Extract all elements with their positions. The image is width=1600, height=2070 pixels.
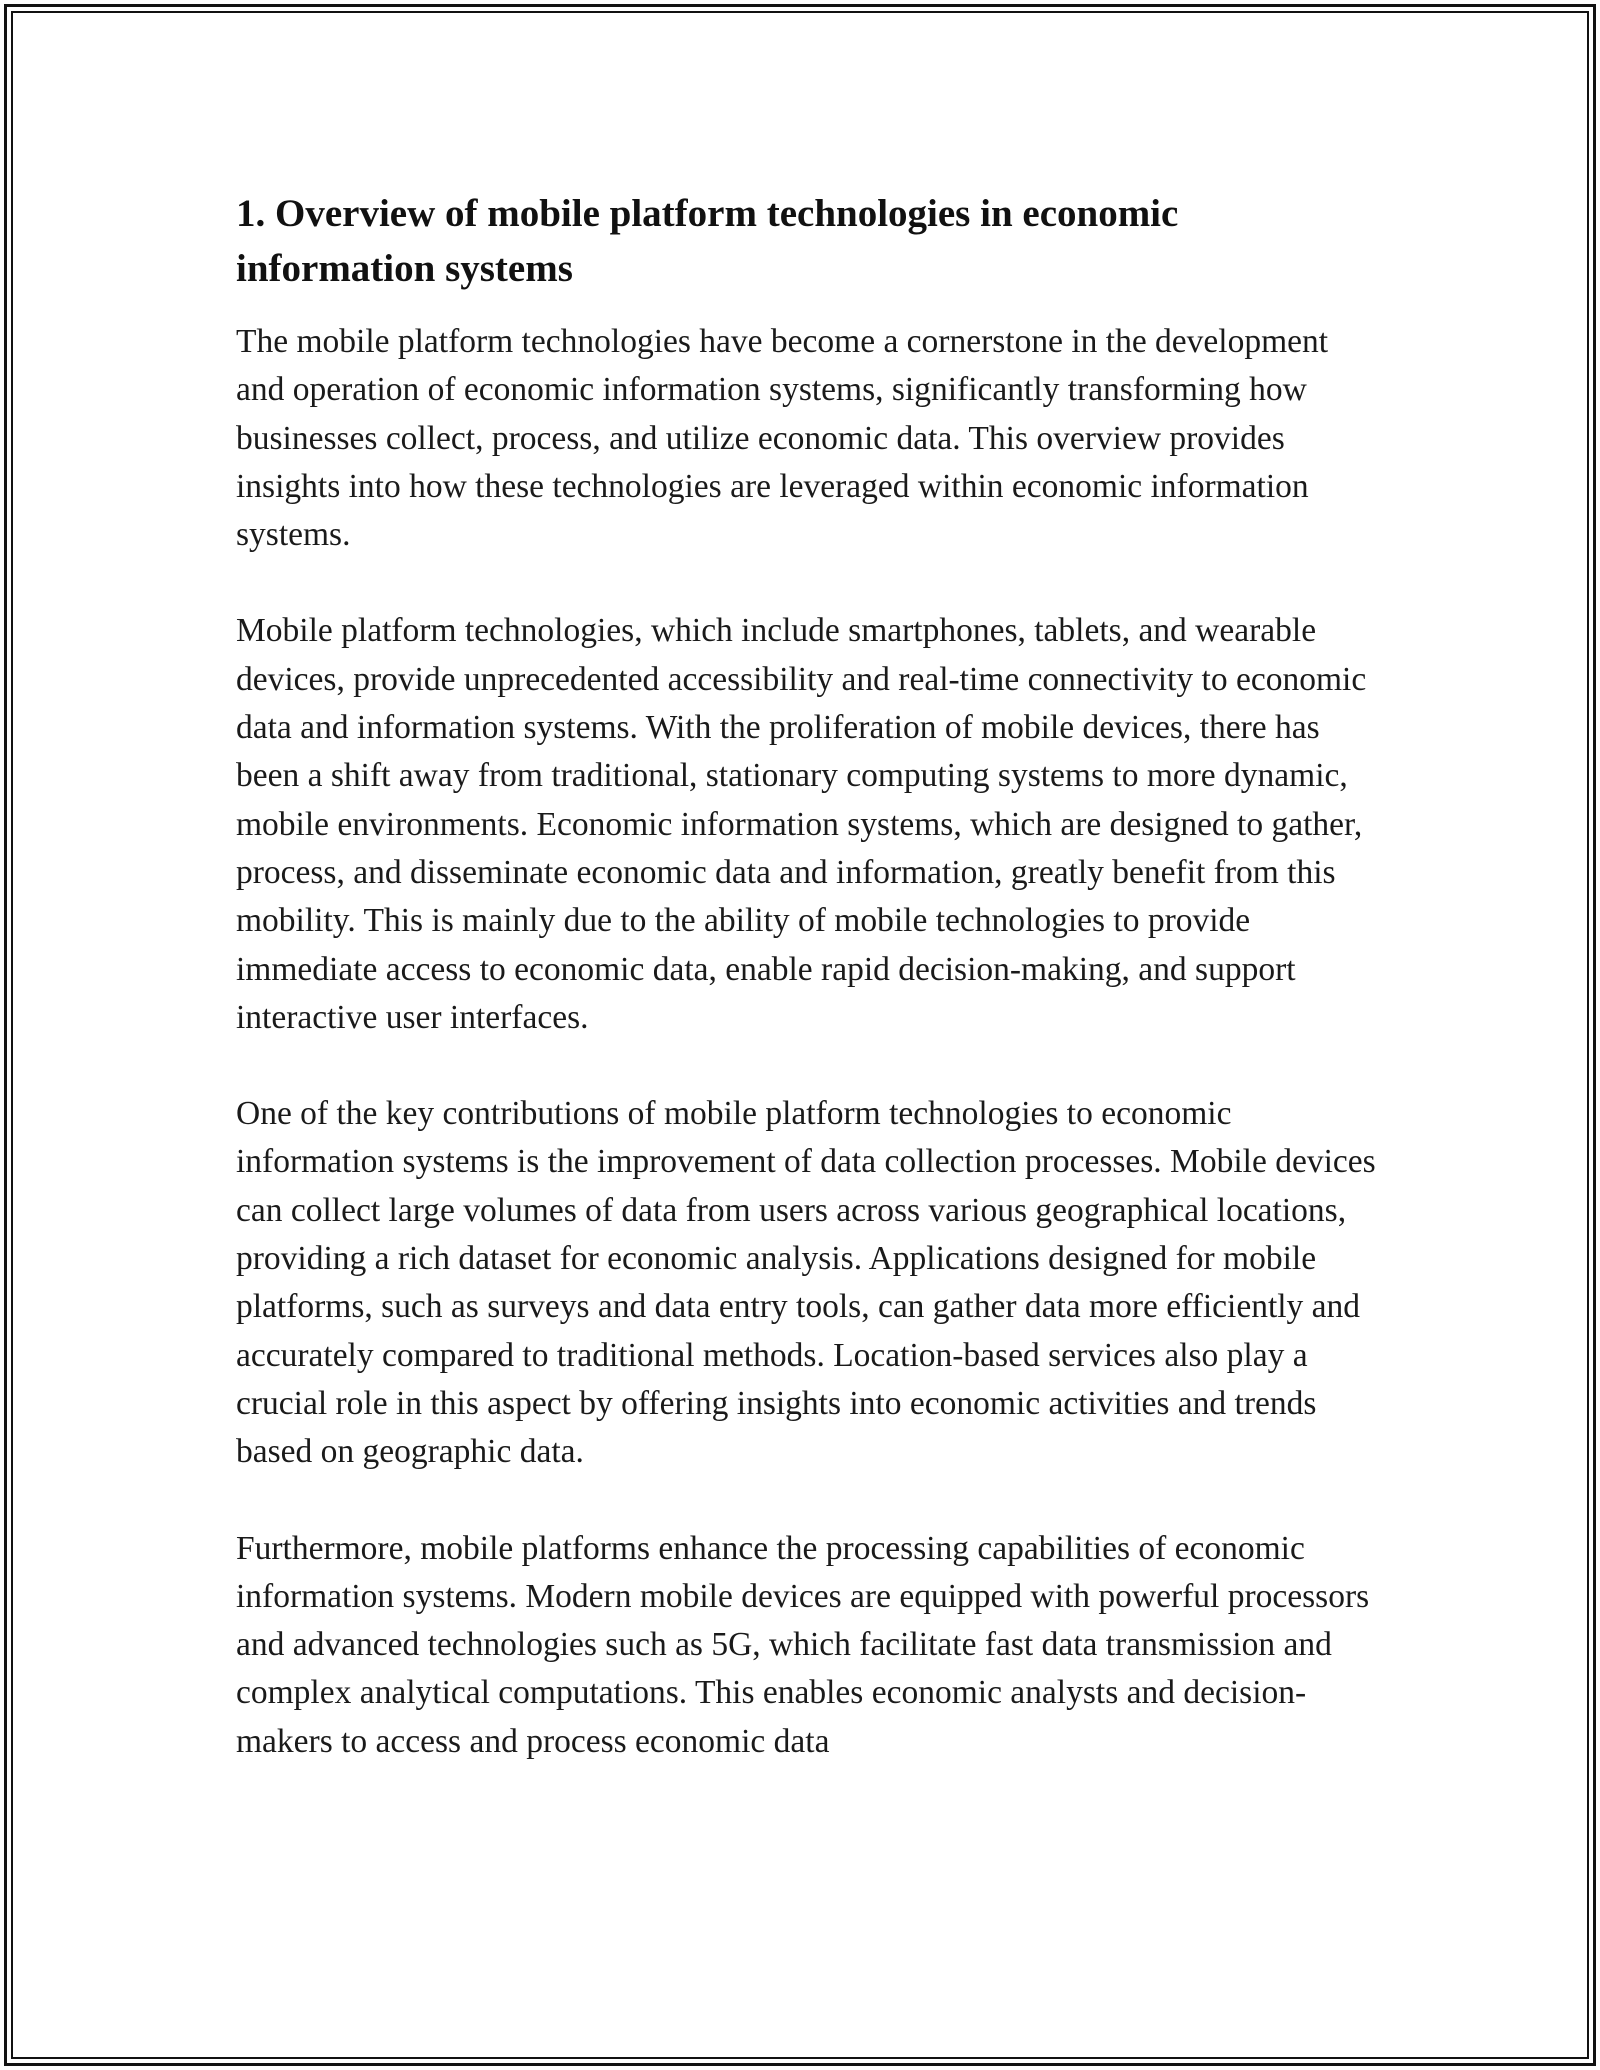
paragraph-processing: Furthermore, mobile platforms enhance the processing capabilities of economic information systems. Modern mobile devices are equipped with powerful processors and advanced technologies such as 5G, which facilitate fast data transmission and complex analytical computations. This enables economic analysts and decision-makers to access and process economic data: [236, 1529, 1370, 1760]
paragraph-intro: The mobile platform technologies have become a cornerstone in the development and operation of economic information systems, significantly transforming how businesses collect, process, and utilize economic data. This overview provides insights into how these technologies are leveraged within economic information systems.: [236, 323, 1329, 554]
paragraph-data-collection: One of the key contributions of mobile platform technologies to economic information systems is the improvement of data collection processes. Mobile devices can collect large volumes of data from users across various geographical locations, providing a rich dataset for economic analysis. Applications designed for mobile platforms, such as surveys and data entry tools, can gather data more efficiently and accurately compared to traditional methods. Location-based services also play a crucial role in this aspect by offering insights into economic activities and trends based on geographic data.: [236, 1095, 1376, 1471]
section-heading: 1. Overview of mobile platform technologies in economic information systems: [236, 192, 1179, 290]
paragraph-mobile-technologies: Mobile platform technologies, which include smartphones, tablets, and wearable devices, provide unprecedented accessibility and real-time connectivity to economic data and information systems. With the proliferation of mobile devices, there has been a shift away from traditional, stationary computing systems to more dynamic, mobile environments. Economic information systems, which are designed to gather, process, and disseminate economic data and information, greatly benefit from this mobility. This is mainly due to the ability of mobile technologies to provide immediate access to economic data, enable rapid decision-making, and support interactive user interfaces.: [236, 612, 1367, 1036]
document-body: [236, 186, 1376, 1814]
